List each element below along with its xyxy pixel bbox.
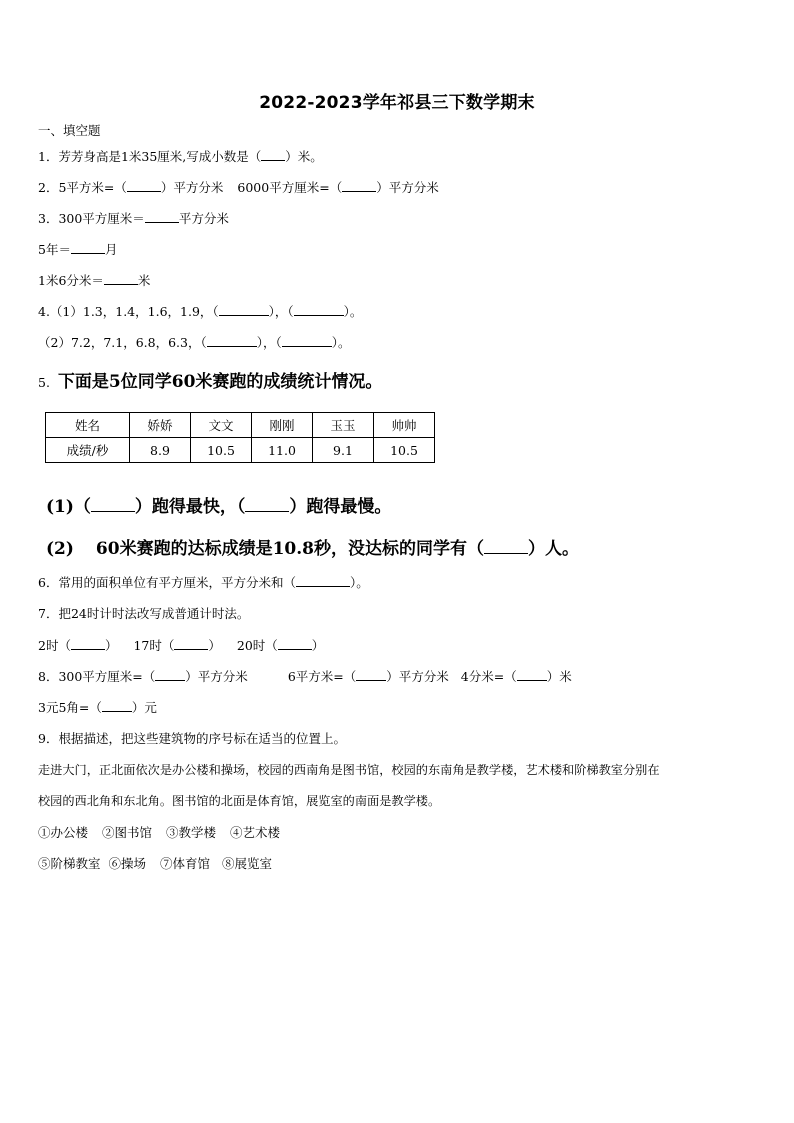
table-header-cell: 刚刚 bbox=[252, 413, 313, 438]
question-4-part2: （2）7.2，7.1，6.8，6.3，（ ），（ ）。 bbox=[38, 335, 351, 350]
question-7-blanks: 2时（ ） 17时（ ） 20时（ ） bbox=[38, 638, 325, 653]
answer-blank[interactable] bbox=[342, 179, 376, 192]
answer-blank[interactable] bbox=[245, 495, 289, 512]
question-7: 7．把24时计时法改写成普通计时法。 bbox=[38, 606, 250, 621]
answer-blank[interactable] bbox=[155, 668, 185, 681]
table-row bbox=[46, 438, 435, 463]
answer-blank[interactable] bbox=[517, 668, 547, 681]
question-4-part1: 4.（1）1.3，1.4，1.6，1.9，（ ），（ ）。 bbox=[38, 304, 363, 319]
building-options-row-2 bbox=[38, 854, 272, 872]
question-5: 5. 下面是5位同学60米赛跑的成绩统计情况。 bbox=[38, 372, 383, 392]
table-row bbox=[46, 413, 435, 438]
question-9-description-1: 走进大门，正北面依次是办公楼和操场，校园的西南角是图书馆，校园的东南角是教学楼，艺术楼和阶梯教室分别在 bbox=[38, 763, 660, 777]
question-9-description-2: 校园的西北角和东北角。图书馆的北面是体育馆，展览室的南面是教学楼。 bbox=[38, 794, 441, 808]
answer-blank[interactable] bbox=[91, 495, 135, 512]
option-item: ④艺术楼 bbox=[230, 825, 281, 840]
table-cell: 11.0 bbox=[252, 438, 313, 463]
answer-blank[interactable] bbox=[145, 210, 179, 223]
building-options-row-1 bbox=[38, 823, 280, 841]
table-cell: 成绩/秒 bbox=[46, 438, 130, 463]
table-cell: 9.1 bbox=[313, 438, 374, 463]
answer-blank[interactable] bbox=[261, 148, 285, 161]
question-1: 1．芳芳身高是1米35厘米,写成小数是（ ）米。 bbox=[38, 149, 323, 164]
answer-blank[interactable] bbox=[102, 699, 132, 712]
option-item: ②图书馆 bbox=[102, 825, 153, 840]
table-cell: 8.9 bbox=[130, 438, 191, 463]
answer-blank[interactable] bbox=[207, 334, 257, 347]
answer-blank[interactable] bbox=[296, 574, 350, 587]
question-6: 6．常用的面积单位有平方厘米，平方分米和（ ）。 bbox=[38, 575, 369, 590]
table-header-cell: 文文 bbox=[191, 413, 252, 438]
question-3c: 1米6分米＝ 米 bbox=[38, 273, 151, 288]
question-8b: 3元5角=（ ）元 bbox=[38, 700, 157, 715]
table-cell: 10.5 bbox=[191, 438, 252, 463]
answer-blank[interactable] bbox=[484, 537, 528, 554]
question-9: 9．根据描述，把这些建筑物的序号标在适当的位置上。 bbox=[38, 731, 346, 746]
answer-blank[interactable] bbox=[278, 637, 312, 650]
table-header-cell: 娇娇 bbox=[130, 413, 191, 438]
option-item: ①办公楼 bbox=[38, 825, 89, 840]
answer-blank[interactable] bbox=[71, 241, 105, 254]
page-title: 2022-2023学年祁县三下数学期末 bbox=[259, 93, 535, 113]
score-table bbox=[45, 412, 435, 463]
option-item: ⑤阶梯教室 bbox=[38, 856, 101, 871]
option-item: ③教学楼 bbox=[166, 825, 217, 840]
question-2: 2．5平方米=（ ）平方分米 6000平方厘米=（ ）平方分米 bbox=[38, 180, 439, 195]
question-8: 8．300平方厘米=（ ）平方分米 6平方米=（ ）平方分米 4分米=（ ）米 bbox=[38, 669, 572, 684]
answer-blank[interactable] bbox=[282, 334, 332, 347]
answer-blank[interactable] bbox=[127, 179, 161, 192]
answer-blank[interactable] bbox=[104, 272, 138, 285]
table-header-cell: 姓名 bbox=[46, 413, 130, 438]
table-header-cell: 帅帅 bbox=[374, 413, 435, 438]
option-item: ⑥操场 bbox=[108, 856, 147, 871]
table-header-cell: 玉玉 bbox=[313, 413, 374, 438]
option-item: ⑦体育馆 bbox=[160, 856, 211, 871]
question-3: 3．300平方厘米＝ 平方分米 bbox=[38, 211, 229, 226]
answer-blank[interactable] bbox=[294, 303, 344, 316]
question-5-part1: (1)（ ）跑得最快，（ ）跑得最慢。 bbox=[46, 497, 392, 517]
question-5-part2: (2) 60米赛跑的达标成绩是10.8秒，没达标的同学有（ ）人。 bbox=[46, 539, 579, 559]
answer-blank[interactable] bbox=[219, 303, 269, 316]
answer-blank[interactable] bbox=[71, 637, 105, 650]
option-item: ⑧展览室 bbox=[222, 856, 273, 871]
answer-blank[interactable] bbox=[174, 637, 208, 650]
answer-blank[interactable] bbox=[356, 668, 386, 681]
table-cell: 10.5 bbox=[374, 438, 435, 463]
question-3b: 5年＝ 月 bbox=[38, 242, 118, 257]
section-heading: 一、填空题 bbox=[38, 123, 101, 138]
